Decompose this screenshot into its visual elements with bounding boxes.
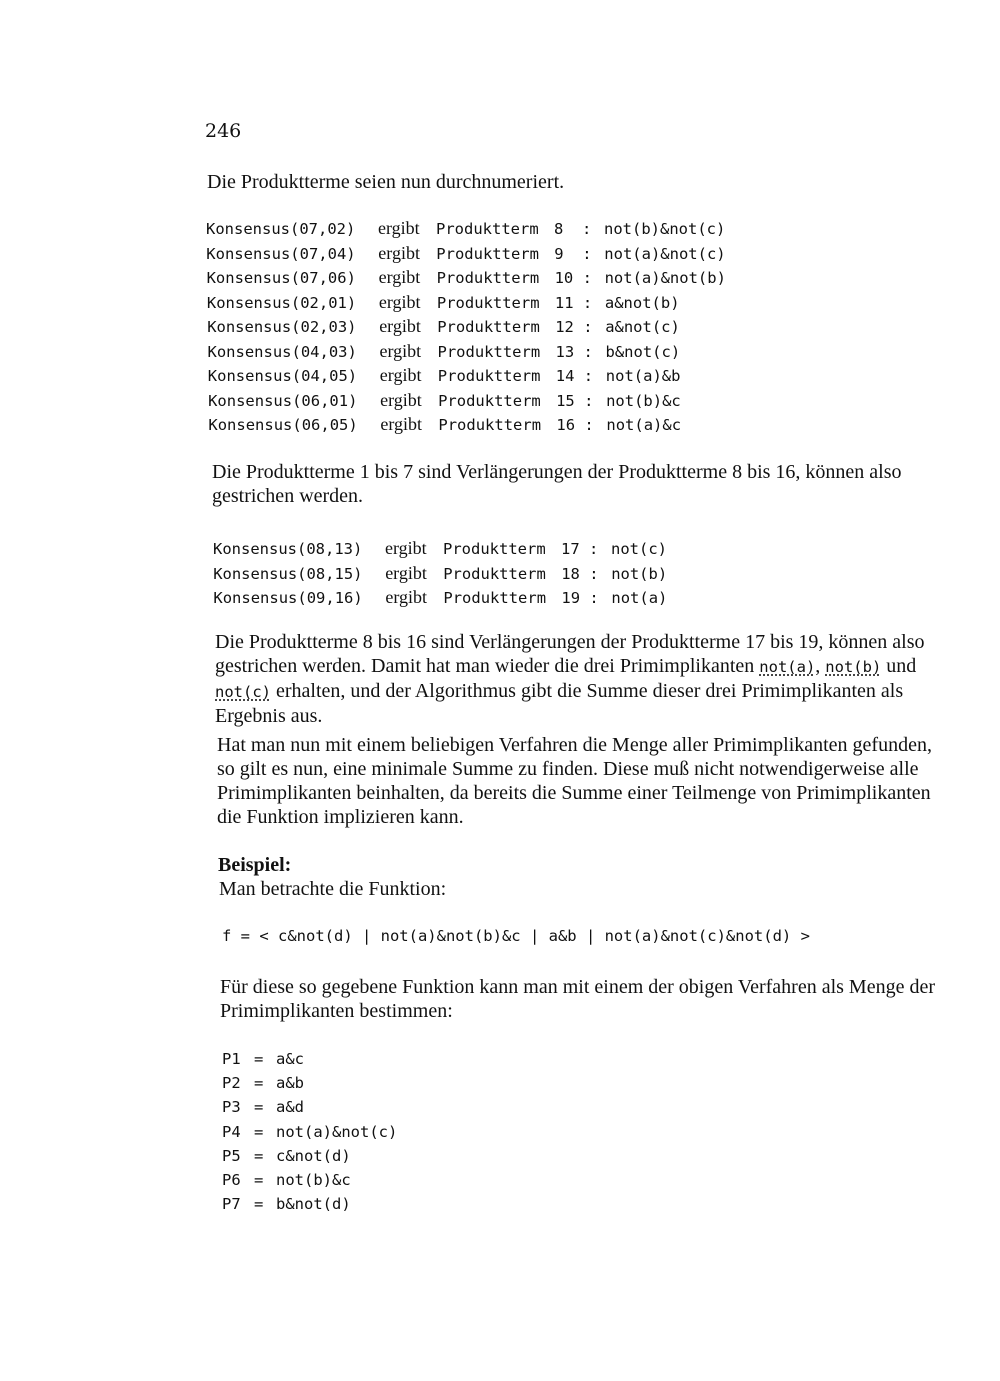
produktterm-word: Produktterm bbox=[436, 244, 539, 263]
paragraph-2-text-d: erhalten, und der Algorithmus gibt die Summe dieser drei Primimplikanten als Ergebnis aus. bbox=[215, 680, 904, 727]
colon: : bbox=[589, 589, 599, 607]
colon: : bbox=[582, 293, 593, 312]
ergibt-word: ergibt bbox=[380, 414, 423, 434]
prime-term: a&d bbox=[276, 1098, 304, 1117]
colon: : bbox=[583, 367, 594, 385]
prime-term: c&not(d) bbox=[276, 1146, 351, 1165]
prime-label: P4 bbox=[222, 1122, 241, 1141]
term-number: 9 bbox=[554, 244, 564, 263]
colon: : bbox=[582, 269, 592, 287]
prime-implicant-row bbox=[222, 1095, 304, 1119]
ergibt-word: ergibt bbox=[379, 365, 422, 385]
term-number: 13 bbox=[555, 342, 575, 361]
prime-implicant-row bbox=[222, 1047, 304, 1071]
example-intro: Man betrachte die Funktion: bbox=[219, 878, 447, 900]
prime-implicant-row bbox=[222, 1168, 351, 1192]
prime-label: P1 bbox=[222, 1050, 241, 1068]
prime-implicant-row bbox=[222, 1120, 397, 1144]
consensus-row bbox=[208, 339, 681, 364]
consensus-call: Konsensus(09,16) bbox=[213, 589, 363, 607]
product-term: not(b)&c bbox=[606, 391, 681, 410]
consensus-call: Konsensus(07,02) bbox=[206, 220, 356, 238]
term-number: 12 bbox=[555, 318, 574, 336]
produktterm-word: Produktterm bbox=[436, 293, 540, 312]
consensus-row bbox=[208, 412, 681, 437]
ergibt-word: ergibt bbox=[379, 316, 421, 336]
consensus-row bbox=[207, 290, 680, 315]
equals-sign: = bbox=[254, 1050, 264, 1068]
term-number: 18 bbox=[561, 564, 580, 583]
paragraph-3: Hat man nun mit einem beliebigen Verfahren die Menge aller Primimplikanten gefunden, so gilt es nun, eine minimale Summe zu finden. Diese muß nicht notwendigerweise alle Primimplikanten beinhalten, da bereits die Summe einer Teilmenge von Primimplikanten die Funktion implizieren kann. bbox=[217, 734, 932, 828]
consensus-call: Konsensus(04,03) bbox=[207, 342, 357, 361]
ergibt-word: ergibt bbox=[378, 242, 420, 263]
produktterm-word: Produktterm bbox=[443, 589, 547, 607]
paragraph-2-text-c: und bbox=[881, 655, 917, 677]
prime-term: not(a)&not(c) bbox=[276, 1122, 398, 1141]
prime-term: a&b bbox=[276, 1074, 304, 1093]
produktterm-word: Produktterm bbox=[438, 416, 542, 434]
term-number: 11 bbox=[554, 293, 574, 312]
product-term: a&not(c) bbox=[605, 318, 680, 336]
equals-sign: = bbox=[254, 1195, 264, 1214]
prime-label: P7 bbox=[222, 1195, 241, 1214]
product-term: b&not(c) bbox=[605, 342, 681, 361]
consensus-row bbox=[206, 241, 725, 266]
term-number: 10 bbox=[554, 269, 574, 287]
product-term: not(a)&b bbox=[605, 367, 681, 385]
paragraph-4: Für diese so gegebene Funktion kann man mit einem der obigen Verfahren als Menge der Primimplikanten bestimmen: bbox=[220, 976, 935, 1022]
function-formula: f = < c&not(d) | not(a)&not(b)&c | a&b | not(a)&not(c)&not(d) > bbox=[222, 927, 810, 945]
ergibt-word: ergibt bbox=[385, 538, 427, 558]
colon: : bbox=[584, 391, 594, 410]
consensus-call: Konsensus(07,06) bbox=[206, 269, 356, 287]
produktterm-word: Produktterm bbox=[436, 269, 540, 287]
term-not-c: not(c) bbox=[215, 683, 271, 701]
equals-sign: = bbox=[254, 1146, 264, 1165]
prime-term: a&c bbox=[276, 1050, 304, 1068]
consensus-call: Konsensus(02,01) bbox=[206, 293, 357, 312]
equals-sign: = bbox=[254, 1122, 264, 1141]
consensus-row bbox=[208, 363, 681, 388]
colon: : bbox=[583, 318, 593, 336]
consensus-call: Konsensus(06,05) bbox=[208, 416, 358, 434]
prime-label: P6 bbox=[222, 1171, 241, 1189]
consensus-row bbox=[208, 388, 681, 413]
paragraph-1: Die Produktterme 1 bis 7 sind Verlängerungen der Produktterme 8 bis 16, können also gestrichen werden. bbox=[212, 461, 902, 507]
term-number: 15 bbox=[556, 391, 575, 410]
term-not-b: not(b) bbox=[825, 658, 882, 676]
colon: : bbox=[584, 416, 594, 434]
term-number: 8 bbox=[554, 220, 564, 238]
consensus-call: Konsensus(07,04) bbox=[206, 244, 356, 263]
colon: : bbox=[582, 244, 592, 263]
term-number: 16 bbox=[556, 416, 576, 434]
ergibt-word: ergibt bbox=[378, 267, 421, 287]
consensus-call: Konsensus(04,05) bbox=[207, 367, 358, 385]
term-not-a: not(a) bbox=[759, 658, 816, 676]
prime-implicant-row bbox=[222, 1144, 351, 1168]
product-term: not(a) bbox=[611, 589, 668, 607]
equals-sign: = bbox=[254, 1098, 264, 1117]
consensus-row bbox=[213, 561, 667, 586]
colon: : bbox=[589, 564, 599, 583]
produktterm-word: Produktterm bbox=[443, 540, 546, 558]
prime-label: P3 bbox=[222, 1098, 241, 1117]
product-term: not(a)&not(c) bbox=[604, 244, 726, 263]
prime-term: b&not(d) bbox=[276, 1195, 351, 1214]
intro-text: Die Produktterme seien nun durchnumeriert. bbox=[207, 171, 565, 193]
ergibt-word: ergibt bbox=[378, 291, 421, 312]
produktterm-word: Produktterm bbox=[437, 367, 541, 385]
consensus-row bbox=[213, 585, 667, 610]
equals-sign: = bbox=[254, 1074, 264, 1093]
product-term: not(b) bbox=[611, 564, 668, 583]
consensus-row bbox=[206, 216, 725, 241]
product-term: not(a)&not(b) bbox=[604, 269, 726, 287]
consensus-row bbox=[213, 536, 667, 561]
prime-label: P2 bbox=[222, 1074, 241, 1093]
paragraph-2-text-a: Die Produktterme 8 bis 16 sind Verlängerungen der Produktterme 17 bis 19, können also gestrichen werden. Damit hat man wieder die drei Primimplikanten bbox=[215, 631, 925, 677]
produktterm-word: Produktterm bbox=[437, 318, 540, 336]
term-number: 17 bbox=[561, 540, 580, 558]
consensus-call: Konsensus(08,13) bbox=[213, 540, 363, 558]
consensus-row bbox=[207, 265, 726, 290]
ergibt-word: ergibt bbox=[385, 562, 427, 583]
equals-sign: = bbox=[254, 1171, 264, 1189]
ergibt-word: ergibt bbox=[380, 389, 422, 410]
colon: : bbox=[583, 342, 593, 361]
product-term: a&not(b) bbox=[604, 293, 680, 312]
term-number: 19 bbox=[561, 589, 581, 607]
product-term: not(b)&not(c) bbox=[604, 220, 726, 238]
term-number: 14 bbox=[555, 367, 575, 385]
produktterm-word: Produktterm bbox=[437, 342, 541, 361]
prime-implicant-row bbox=[222, 1071, 304, 1095]
example-heading: Beispiel: bbox=[218, 854, 292, 876]
produktterm-word: Produktterm bbox=[436, 220, 539, 238]
product-term: not(c) bbox=[611, 540, 667, 558]
produktterm-word: Produktterm bbox=[438, 391, 541, 410]
prime-label: P5 bbox=[222, 1146, 241, 1165]
produktterm-word: Produktterm bbox=[443, 564, 546, 583]
prime-implicant-row bbox=[222, 1192, 351, 1216]
consensus-call: Konsensus(06,01) bbox=[208, 391, 358, 410]
ergibt-word: ergibt bbox=[379, 340, 422, 361]
page-number: 246 bbox=[205, 120, 242, 142]
colon: : bbox=[582, 220, 592, 238]
prime-term: not(b)&c bbox=[276, 1171, 351, 1189]
ergibt-word: ergibt bbox=[378, 218, 420, 238]
colon: : bbox=[589, 540, 599, 558]
product-term: not(a)&c bbox=[606, 416, 682, 434]
paragraph-2-text-b: , bbox=[815, 655, 826, 677]
consensus-call: Konsensus(02,03) bbox=[207, 318, 357, 336]
ergibt-word: ergibt bbox=[385, 587, 428, 607]
consensus-row bbox=[207, 314, 680, 339]
paragraph-2 bbox=[215, 630, 950, 728]
consensus-call: Konsensus(08,15) bbox=[213, 564, 363, 583]
